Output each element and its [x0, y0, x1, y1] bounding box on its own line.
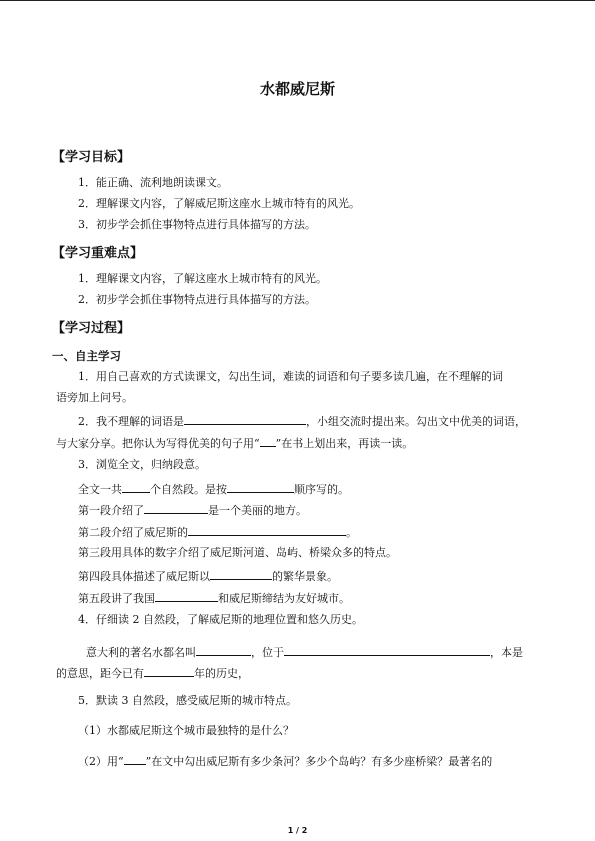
- summary-para-4-text-b: 的繁华景象。: [272, 570, 338, 583]
- summary-total-text-b: 个自然段。是按: [150, 483, 227, 496]
- task-4-text-a: 意大利的著名水都名叫: [86, 646, 196, 659]
- summary-para-1-text-a: 第一段介绍了: [78, 504, 144, 517]
- page-top-rule: [0, 0, 595, 1]
- blank-order[interactable]: [227, 481, 294, 493]
- summary-total-text-a: 全文一共: [78, 483, 122, 496]
- key-point-item-1: 1．理解课文内容，了解这座水上城市特有的风光。: [78, 272, 327, 285]
- page-number: 1 / 2: [287, 826, 308, 835]
- blank-para-5[interactable]: [155, 590, 218, 602]
- summary-para-2: [78, 524, 357, 540]
- task-2-text-c: 与大家分享。把你认为写得优美的句子用“: [56, 437, 260, 450]
- task-4-text-b: ，位于: [251, 646, 284, 659]
- summary-para-4: [78, 568, 338, 584]
- task-5-question-1: （1）水都威尼斯这个城市最独特的是什么？: [78, 724, 294, 737]
- task-5-q2-text-b: ”在文中勾出威尼斯有多少条河？多少个岛屿？有多少座桥梁？最著名的: [145, 755, 493, 768]
- summary-para-5-text-b: 和威尼斯缔结为友好城市。: [218, 592, 350, 605]
- summary-para-4-text-a: 第四段具体描述了威尼斯以: [78, 570, 210, 583]
- subheading-self-study: 一、自主学习: [52, 349, 121, 363]
- task-4-heading: 4．仔细读 2 自然段，了解威尼斯的地理位置和悠久历史。: [78, 613, 363, 626]
- task-4-line-1: [86, 644, 523, 660]
- summary-para-2-text-a: 第二段介绍了威尼斯的: [78, 526, 188, 539]
- task-4-text-d: 的意思，距今已有: [56, 667, 144, 680]
- goal-item-1: 1．能正确、流利地朗读课文。: [78, 176, 228, 189]
- task-5-heading: 5．默读 3 自然段，感受威尼斯的城市特点。: [78, 694, 297, 707]
- task-1-line-2: 语旁加上问号。: [56, 391, 133, 404]
- key-point-item-2: 2．初步学会抓住事物特点进行具体描写的方法。: [78, 293, 316, 306]
- task-4-text-c: ，本是: [490, 646, 523, 659]
- task-2-line-1: [78, 413, 526, 429]
- summary-total-text-c: 顺序写的。: [294, 483, 349, 496]
- task-4-text-e: 年的历史，: [194, 667, 249, 680]
- underline-mark-sample-2: [124, 753, 146, 765]
- section-heading-process: 【学习过程】: [52, 321, 131, 336]
- goal-item-3: 3．初步学会抓住事物特点进行具体描写的方法。: [78, 218, 316, 231]
- summary-total: [78, 481, 349, 497]
- underline-mark-sample: [260, 435, 276, 447]
- task-5-q2-text-a: （2）用“: [78, 755, 124, 768]
- summary-para-5: [78, 590, 350, 606]
- summary-para-2-text-b: 。: [346, 526, 357, 539]
- section-heading-key-points: 【学习重难点】: [52, 246, 144, 261]
- blank-unknown-words[interactable]: [184, 413, 306, 425]
- blank-paragraph-count[interactable]: [122, 481, 150, 493]
- task-2-text-b: ，小组交流时提出来。勾出文中优美的词语，: [306, 415, 526, 428]
- blank-para-4[interactable]: [210, 568, 272, 580]
- goal-item-2: 2．理解课文内容，了解威尼斯这座水上城市特有的风光。: [78, 197, 360, 210]
- task-1-line-1: 1．用自己喜欢的方式读课文，勾出生词，难读的词语和句子要多读几遍，在不理解的词: [78, 370, 503, 383]
- page-title: 水都威尼斯: [259, 80, 335, 98]
- task-5-question-2: [78, 753, 492, 769]
- blank-city-name[interactable]: [196, 644, 251, 656]
- task-2-text-d: ”在书上划出来，再读一读。: [275, 437, 414, 450]
- blank-history-years[interactable]: [144, 665, 194, 677]
- task-4-line-2: [56, 665, 249, 681]
- section-heading-goals: 【学习目标】: [52, 150, 131, 165]
- summary-para-1: [78, 502, 307, 518]
- summary-para-3: 第三段用具体的数字介绍了威尼斯河道、岛屿、桥梁众多的特点。: [78, 546, 397, 559]
- task-2-text-a: 2．我不理解的词语是: [78, 415, 184, 428]
- summary-para-5-text-a: 第五段讲了我国: [78, 592, 155, 605]
- summary-para-1-text-b: 是一个美丽的地方。: [208, 504, 307, 517]
- blank-para-1[interactable]: [144, 502, 208, 514]
- blank-para-2[interactable]: [188, 524, 346, 536]
- blank-location[interactable]: [284, 644, 490, 656]
- task-2-line-2: [56, 435, 413, 451]
- task-3-heading: 3．浏览全文，归纳段意。: [78, 458, 206, 471]
